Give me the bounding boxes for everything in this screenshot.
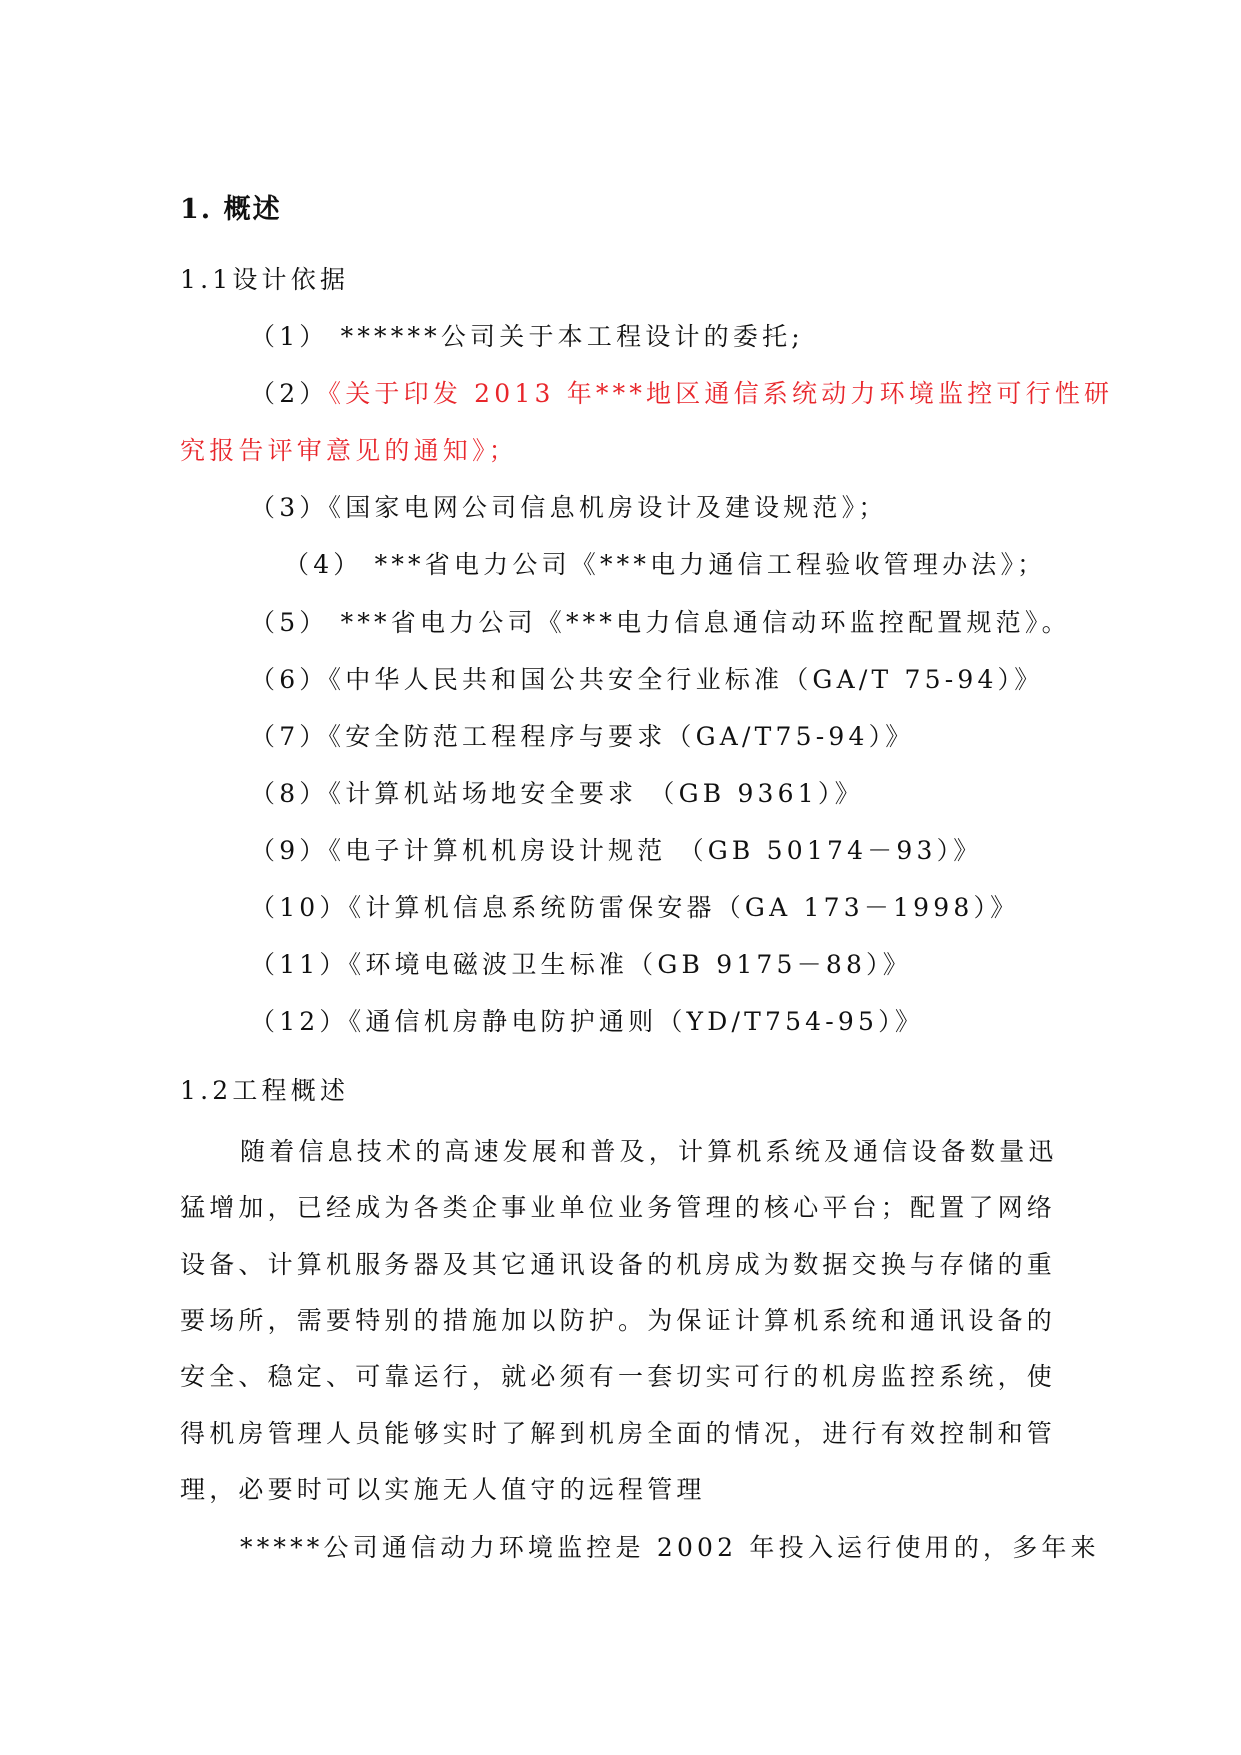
reference-number: （11） (250, 950, 349, 980)
reference-number: （8） (250, 778, 329, 808)
reference-title: 究报告评审意见的通知》； (180, 436, 518, 466)
reference-item (250, 766, 864, 822)
reference-item (250, 595, 1071, 651)
reference-title: 《安全防范工程程序与要求（GA/T75-94）》 (328, 721, 915, 751)
reference-title: 《电子计算机机房设计规范 （GB 50174－93）》 (328, 835, 983, 865)
reference-item (250, 366, 1113, 422)
reference-item (250, 880, 1019, 936)
reference-number: （1） (250, 322, 329, 351)
reference-title: 《计算机信息系统防雷保安器（GA 173－1998）》 (348, 893, 1020, 922)
paragraph-line: 设备、计算机服务器及其它通讯设备的机房成为数据交换与存储的重 (180, 1249, 1057, 1279)
reference-number: （7） (250, 721, 329, 751)
reference-title: 《环境电磁波卫生标准（GB 9175－88）》 (348, 950, 912, 980)
reference-item (250, 709, 915, 765)
paragraph-line: 随着信息技术的高速发展和普及，计算机系统及通信设备数量迅 (240, 1137, 1058, 1166)
reference-number: （6） (250, 664, 329, 694)
reference-item (250, 994, 924, 1050)
paragraph-line: 得机房管理人员能够实时了解到机房全面的情况，进行有效控制和管 (180, 1418, 1057, 1448)
subsection-title: 1.2工程概述 (180, 1076, 350, 1105)
subsection-title: 1.1设计依据 (180, 265, 350, 294)
reference-title: ******公司关于本工程设计的委托; (328, 322, 804, 351)
section-heading: 1. 概述 (180, 194, 282, 225)
reference-number: （10） (250, 893, 349, 922)
reference-item (250, 309, 804, 365)
reference-item (250, 823, 983, 879)
reference-number: （5） (250, 607, 329, 637)
reference-item (250, 480, 888, 536)
reference-item-continuation (180, 423, 518, 479)
reference-number: （12） (250, 1007, 349, 1037)
reference-title: 《计算机站场地安全要求 （GB 9361）》 (328, 778, 864, 808)
reference-title: ***省电力公司《***电力通信工程验收管理办法》； (362, 550, 1047, 580)
reference-number: （3） (250, 493, 329, 523)
reference-title: 《关于印发 2013 年***地区通信系统动力环境监控可行性研 (328, 379, 1114, 409)
reference-title: 《国家电网公司信息机房设计及建设规范》； (328, 493, 888, 523)
reference-item (250, 937, 912, 993)
reference-item (250, 652, 1043, 708)
paragraph-line: 猛增加，已经成为各类企事业单位业务管理的核心平台；配置了网络 (180, 1193, 1057, 1223)
reference-title: 《中华人民共和国公共安全行业标准（GA/T 75-94）》 (328, 664, 1044, 694)
reference-number: （4） (284, 550, 363, 580)
paragraph-line: 安全、稳定、可靠运行，就必须有一套切实可行的机房监控系统，使 (180, 1362, 1057, 1392)
reference-title: 《通信机房静电防护通则（YD/T754-95）》 (348, 1007, 925, 1037)
reference-number: （9） (250, 835, 329, 865)
paragraph-line: 理，必要时可以实施无人值守的远程管理 (180, 1474, 706, 1504)
paragraph-line: 要场所，需要特别的措施加以防护。为保证计算机系统和通讯设备的 (180, 1305, 1057, 1335)
paragraph-line: *****公司通信动力环境监控是 2002 年投入运行使用的，多年来 (240, 1533, 1100, 1562)
reference-item (284, 537, 1046, 593)
reference-number: （2） (250, 379, 329, 409)
reference-title: ***省电力公司《***电力信息通信动环监控配置规范》。 (328, 607, 1071, 637)
